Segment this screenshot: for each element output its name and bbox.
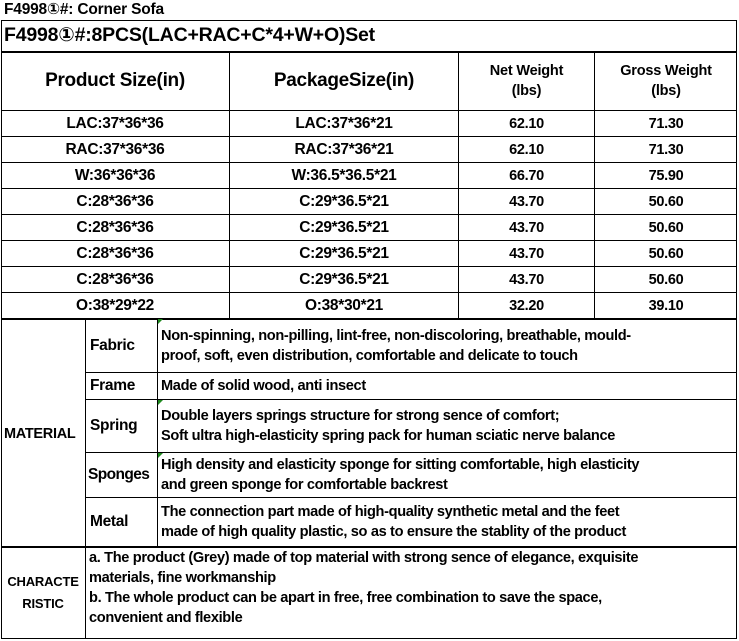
cell-net-weight: 43.70 [509, 219, 544, 236]
cell-gross-weight: 39.10 [648, 297, 684, 314]
header-gross-weight [595, 52, 737, 110]
comment-marker-icon[interactable] [158, 400, 163, 405]
cell-package-size: C:29*36.5*21 [299, 244, 389, 262]
set-title: F4998①#:8PCS(LAC+RAC+C*4+W+O)Set [4, 24, 375, 46]
characteristic-description [86, 544, 737, 639]
material-label: MATERIAL [4, 425, 76, 442]
description-line: and green sponge for comfortable backrest [161, 477, 448, 493]
description-line: Soft ultra high-elasticity spring pack for human sciatic nerve balance [161, 428, 615, 444]
cell-gross-weight: 50.60 [648, 219, 684, 236]
cell-product-size: C:28*36*36 [76, 192, 154, 210]
header-gross-weight-line1: Gross Weight [620, 63, 712, 79]
description-line: made of high quality plastic, so as to ensure the stablity of the product [161, 524, 627, 540]
cell-gross-weight: 75.90 [648, 167, 684, 184]
header-net-weight-line2: (lbs) [511, 83, 542, 99]
description-line: Double layers springs structure for strong sence of comfort; [161, 408, 560, 424]
cell-product-size: LAC:37*36*36 [66, 114, 164, 132]
cell-package-size: C:29*36.5*21 [299, 218, 389, 236]
description-line: The connection part made of high-quality synthetic metal and the feet [161, 504, 620, 520]
cell-net-weight: 62.10 [509, 115, 544, 132]
material-spring-description [158, 400, 737, 452]
cell-net-weight: 43.70 [509, 245, 544, 262]
cell-product-size: RAC:37*36*36 [65, 140, 165, 158]
material-sponges-label: Sponges [88, 466, 150, 483]
cell-gross-weight: 71.30 [648, 115, 684, 132]
material-frame-description [158, 373, 737, 399]
description-line: High density and elasticity sponge for sitting comfortable, high elasticity [161, 457, 640, 473]
material-spring-label: Spring [90, 417, 138, 434]
cell-net-weight: 43.70 [509, 193, 544, 210]
cell-package-size: LAC:37*36*21 [295, 114, 393, 132]
cell-package-size: W:36.5*36.5*21 [291, 166, 397, 184]
comment-marker-icon[interactable] [158, 453, 163, 458]
cell-gross-weight: 71.30 [648, 141, 684, 158]
cell-package-size: C:29*36.5*21 [299, 270, 389, 288]
cell-net-weight: 32.20 [509, 297, 544, 314]
cell-package-size: O:38*30*21 [304, 296, 383, 314]
material-metal-label: Metal [90, 513, 129, 530]
cell-gross-weight: 50.60 [648, 193, 684, 210]
cell-product-size: O:38*29*22 [75, 296, 154, 314]
document-title: F4998①#: Corner Sofa [4, 1, 164, 18]
material-fabric-label: Fabric [90, 336, 135, 354]
header-gross-weight-line2: (lbs) [651, 83, 681, 99]
characteristic-label [1, 547, 85, 639]
description-line: b. The whole product can be apart in free, free combination to save the space, [89, 590, 602, 606]
header-product-size: Product Size(in) [45, 70, 185, 91]
material-frame-label: Frame [90, 377, 136, 394]
header-package-size: PackageSize(in) [273, 70, 415, 91]
cell-product-size: W:36*36*36 [74, 166, 156, 184]
cell-gross-weight: 50.60 [648, 271, 684, 288]
description-line: Non-spinning, non-pilling, lint-free, non-discoloring, breathable, mould- [161, 327, 631, 344]
cell-net-weight: 62.10 [509, 141, 544, 158]
cell-net-weight: 66.70 [509, 167, 544, 184]
description-line: convenient and flexible [89, 610, 243, 626]
material-sponges-description [158, 453, 737, 497]
cell-product-size: C:28*36*36 [76, 218, 154, 236]
cell-package-size: C:29*36.5*21 [299, 192, 389, 210]
material-metal-description [158, 498, 737, 546]
cell-gross-weight: 50.60 [648, 245, 684, 262]
description-line: a. The product (Grey) made of top material with strong sence of elegance, exquisite [89, 550, 639, 566]
cell-product-size: C:28*36*36 [76, 244, 154, 262]
material-fabric-description [158, 319, 737, 372]
header-net-weight [459, 52, 594, 110]
cell-product-size: C:28*36*36 [76, 270, 154, 288]
description-line: Made of solid wood, anti insect [161, 378, 366, 394]
description-line: proof, soft, even distribution, comfortable and delicate to touch [161, 347, 578, 364]
characteristic-label-line1: CHARACTE [7, 574, 79, 589]
header-net-weight-line1: Net Weight [489, 63, 564, 79]
cell-package-size: RAC:37*36*21 [294, 140, 394, 158]
description-line: materials, fine workmanship [89, 570, 276, 586]
characteristic-label-line2: RISTIC [22, 596, 64, 611]
comment-marker-icon[interactable] [158, 319, 163, 324]
cell-net-weight: 43.70 [509, 271, 544, 288]
